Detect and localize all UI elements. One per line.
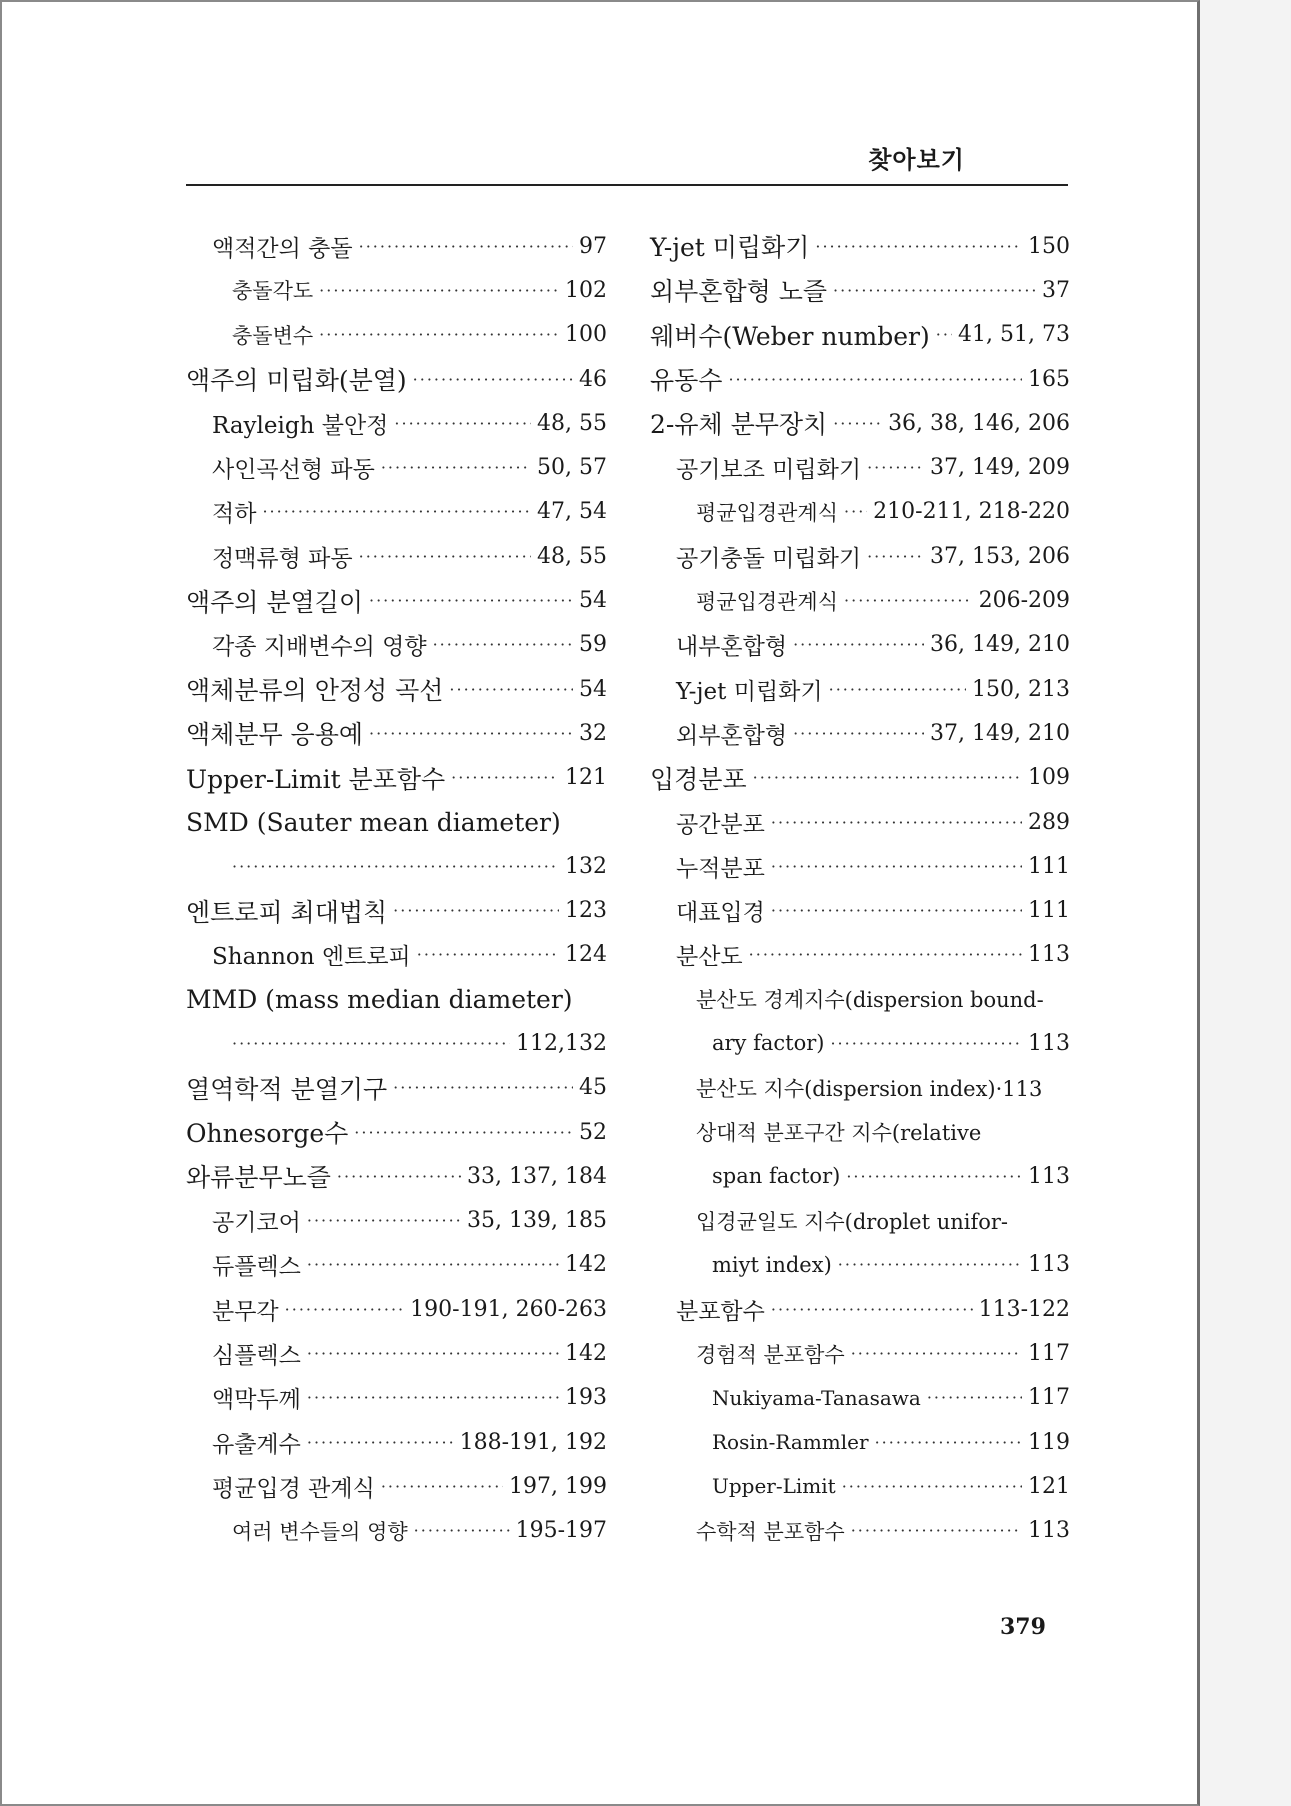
index-entry [186,1464,607,1508]
index-entry [186,623,607,667]
index-entry [650,1243,1070,1287]
index-term: 상대적 분포구간 지수(relative [696,1121,982,1146]
index-term: 각종 지배변수의 영향 [212,634,427,661]
leader-dots [927,1388,1022,1407]
leader-dots [793,724,924,743]
index-entry [650,313,1070,357]
index-page-ref: 117 [1028,1341,1070,1367]
index-term: Nukiyama-Tanasawa [712,1385,921,1410]
index-page-ref: 206-209 [978,588,1070,614]
index-page-ref: 150, 213 [972,676,1070,702]
index-page-ref: 113 [1028,1252,1070,1278]
index-entry [650,224,1070,268]
index-term: SMD (Sauter mean diameter) [186,807,561,837]
index-page-ref: 54 [579,588,607,614]
index-term: 외부혼합형 [676,722,788,749]
leader-dots [833,281,1036,300]
index-term: Rayleigh 불안정 [212,412,389,439]
index-term: 사인곡선형 파동 [212,457,375,484]
index-term: 분산도 경계지수(dispersion bound- [696,988,1044,1013]
index-term: 액막두께 [212,1387,301,1414]
index-term: 분산도 [676,944,743,971]
leader-dots [319,325,559,344]
leader-dots [337,1167,461,1186]
index-entry [650,401,1070,445]
leader-dots [417,945,559,964]
index-page-ref: 102 [565,277,607,303]
leader-dots [838,1255,1022,1274]
index-page-ref: 54 [579,676,607,702]
index-entry [650,1509,1070,1553]
index-term: 액체분류의 안정성 곡선 [186,676,444,706]
index-entry [186,800,607,844]
index-page-ref: 210-211, 218-220 [873,499,1070,525]
index-entry [650,623,1070,667]
leader-dots [232,857,559,876]
leader-dots [319,281,559,300]
leader-dots [851,1521,1022,1540]
index-entry [186,578,607,622]
index-page-ref: 121 [565,765,607,791]
index-page-ref: 190-191, 260-263 [410,1296,607,1322]
page-number: 379 [1000,1614,1046,1640]
index-page-ref: 36, 38, 146, 206 [888,410,1070,436]
index-entry [650,977,1070,1021]
index-entry [650,844,1070,888]
index-term: Y-jet 미립화기 [676,678,823,705]
index-entry [186,313,607,357]
leader-dots [449,680,573,699]
index-entry [650,1287,1070,1331]
index-page-ref: 142 [565,1341,607,1367]
leader-dots [771,813,1022,832]
index-term: miyt index) [712,1252,832,1277]
index-page-ref: 132 [565,853,607,879]
index-term: Y-jet 미립화기 [650,233,810,263]
index-page-ref: 41, 51, 73 [958,322,1070,348]
index-entry [650,1154,1070,1198]
leader-dots [354,1123,573,1142]
index-entry [186,844,607,888]
index-entry [186,1420,607,1464]
leader-dots [307,1388,559,1407]
leader-dots [830,1034,1022,1053]
leader-dots [867,458,924,477]
leader-dots [749,945,1022,964]
index-entry [650,357,1070,401]
index-term: 공간분포 [676,811,765,838]
index-term: 액주의 미립화(분열) [186,366,407,396]
index-entry [186,1287,607,1331]
index-term: 엔트로피 최대법칙 [186,897,388,927]
index-column-left [186,224,607,1553]
leader-dots [842,1477,1022,1496]
leader-dots [829,680,966,699]
index-term: 누적분포 [676,855,765,882]
index-entry [186,1066,607,1110]
index-term: 입경분포 [650,764,747,794]
index-term: 분산도 지수(dispersion index)·113 [696,1076,1043,1101]
index-term: 충돌변수 [232,323,314,348]
leader-dots [846,1167,1022,1186]
leader-dots [875,1433,1022,1452]
index-term: 입경균일도 지수(droplet unifor- [696,1209,1009,1234]
leader-dots [771,1300,973,1319]
index-entry [650,445,1070,489]
index-page-ref: 33, 137, 184 [467,1163,607,1189]
index-entry [186,711,607,755]
index-page-ref: 121 [1028,1473,1070,1499]
leader-dots [451,768,559,787]
index-term: 듀플렉스 [212,1254,301,1281]
index-term: 적하 [212,501,257,528]
index-entry [186,445,607,489]
index-entry [186,1021,607,1065]
index-term: 웨버수(Weber number) [650,321,930,351]
leader-dots [381,1477,503,1496]
index-page-ref: 97 [579,233,607,259]
index-entry [650,888,1070,932]
index-page-ref: 142 [565,1252,607,1278]
leader-dots [844,591,973,610]
index-page-ref: 197, 199 [509,1473,607,1499]
index-page-ref: 37 [1042,277,1070,303]
index-entry [186,756,607,800]
index-page-ref: 35, 139, 185 [467,1208,607,1234]
index-page-ref: 112,132 [516,1030,607,1056]
index-entry [650,1110,1070,1154]
index-entry [650,667,1070,711]
leader-dots [815,237,1022,256]
index-term: 유동수 [650,366,723,396]
index-page-ref: 100 [565,322,607,348]
index-page-ref: 59 [579,632,607,658]
index-page-ref: 47, 54 [537,499,607,525]
index-term: 와류분무노즐 [186,1163,331,1193]
index-page-ref: 111 [1028,853,1070,879]
index-term: Upper-Limit 분포함수 [186,764,446,794]
leader-dots [307,1433,454,1452]
index-term: span factor) [712,1164,841,1189]
leader-dots [262,502,531,521]
index-entry [186,534,607,578]
index-term: 액적간의 충돌 [212,235,353,262]
index-entry [186,977,607,1021]
leader-dots [793,635,924,654]
leader-dots [307,1344,559,1363]
leader-dots [369,591,573,610]
index-term: ary factor) [712,1031,825,1056]
index-term: 공기코어 [212,1210,301,1237]
leader-dots [413,370,573,389]
index-entry [186,1331,607,1375]
index-page-ref: 37, 149, 210 [930,720,1070,746]
index-entry [650,1420,1070,1464]
index-page-ref: 37, 153, 206 [930,543,1070,569]
leader-dots [232,1034,510,1053]
index-entry [186,1509,607,1553]
index-page-ref: 117 [1028,1385,1070,1411]
index-entry [650,578,1070,622]
leader-dots [393,1078,573,1097]
index-entry [650,534,1070,578]
index-entry [650,1021,1070,1065]
index-entry [650,1331,1070,1375]
leader-dots [867,547,924,566]
page-header-title: 찾아보기 [868,146,965,174]
index-term: 대표입경 [676,900,765,927]
index-entry [186,1110,607,1154]
index-entry [186,933,607,977]
index-page-ref: 32 [579,720,607,746]
index-term: 평균입경 관계식 [212,1475,375,1502]
index-term: Shannon 엔트로피 [212,944,411,971]
index-entry [186,401,607,445]
index-entry [186,1154,607,1198]
index-entry [650,490,1070,534]
index-page-ref: 52 [579,1119,607,1145]
index-page-ref: 109 [1028,765,1070,791]
index-term: 충돌각도 [232,279,314,304]
index-entry [186,1199,607,1243]
leader-dots [851,1344,1022,1363]
leader-dots [771,857,1022,876]
index-page-ref: 45 [579,1075,607,1101]
leader-dots [936,325,952,344]
index-entry [186,224,607,268]
index-term: MMD (mass median diameter) [186,984,573,1014]
index-page-ref: 193 [565,1385,607,1411]
index-page-ref: 123 [565,898,607,924]
index-entry [650,711,1070,755]
index-page-ref: 113-122 [978,1296,1070,1322]
index-term: Ohnesorge수 [186,1119,349,1149]
index-term: 유출계수 [212,1431,301,1458]
index-entry [186,1376,607,1420]
index-page-ref: 195-197 [515,1518,607,1544]
index-page-ref: 48, 55 [537,543,607,569]
index-entry [650,1199,1070,1243]
index-term: 평균입경관계식 [696,500,839,525]
leader-dots [369,724,573,743]
index-entry [650,756,1070,800]
index-entry [650,1066,1070,1110]
index-term: 내부혼합형 [676,634,788,661]
index-page-ref: 124 [565,942,607,968]
index-term: 수학적 분포함수 [696,1519,845,1544]
leader-dots [307,1255,559,1274]
index-page-ref: 119 [1028,1429,1070,1455]
index-page-ref: 150 [1028,233,1070,259]
leader-dots [844,502,867,521]
leader-dots [753,768,1022,787]
viewer-background [1200,0,1291,1806]
index-page-ref: 37, 149, 209 [930,455,1070,481]
index-term: 여러 변수들의 영향 [232,1519,408,1544]
index-entry [186,1243,607,1287]
index-column-right [650,224,1070,1553]
index-page-ref: 289 [1028,809,1070,835]
index-term: Upper-Limit [712,1474,836,1499]
index-entry [650,1376,1070,1420]
index-term: 2-유체 분무장치 [650,410,828,440]
index-term: 액주의 분열길이 [186,587,363,617]
index-entry [650,268,1070,312]
index-page-ref: 188-191, 192 [459,1429,607,1455]
header-rule [186,184,1068,186]
index-entry [650,933,1070,977]
index-page-ref: 111 [1028,898,1070,924]
leader-dots [359,237,573,256]
index-term: 경험적 분포함수 [696,1342,845,1367]
leader-dots [433,635,573,654]
leader-dots [359,547,531,566]
index-term: 평균입경관계식 [696,589,839,614]
leader-dots [307,1211,461,1230]
index-page-ref: 113 [1028,942,1070,968]
index-entry [186,888,607,932]
index-entry [186,490,607,534]
index-entry [650,800,1070,844]
leader-dots [285,1300,405,1319]
leader-dots [771,901,1022,920]
index-term: 분포함수 [676,1298,765,1325]
index-term: 정맥류형 파동 [212,545,353,572]
index-entry [186,357,607,401]
index-page-ref: 48, 55 [537,410,607,436]
leader-dots [414,1521,510,1540]
leader-dots [394,414,531,433]
index-page-ref: 46 [579,366,607,392]
index-page-ref: 165 [1028,366,1070,392]
leader-dots [728,370,1022,389]
index-page-ref: 113 [1028,1163,1070,1189]
index-term: 공기보조 미립화기 [676,457,862,484]
index-entry [186,667,607,711]
leader-dots [381,458,531,477]
index-term: 열역학적 분열기구 [186,1074,388,1104]
leader-dots [833,414,882,433]
index-entry [186,268,607,312]
index-term: 외부혼합형 노즐 [650,277,827,307]
index-term: 공기충돌 미립화기 [676,545,862,572]
index-term: Rosin-Rammler [712,1430,869,1455]
index-term: 분무각 [212,1298,279,1325]
index-page-ref: 113 [1028,1030,1070,1056]
index-entry [650,1464,1070,1508]
index-page-ref: 113 [1028,1518,1070,1544]
index-term: 심플렉스 [212,1343,301,1370]
index-page-ref: 50, 57 [537,455,607,481]
index-page-ref: 36, 149, 210 [930,632,1070,658]
leader-dots [393,901,559,920]
index-term: 액체분무 응용예 [186,720,363,750]
